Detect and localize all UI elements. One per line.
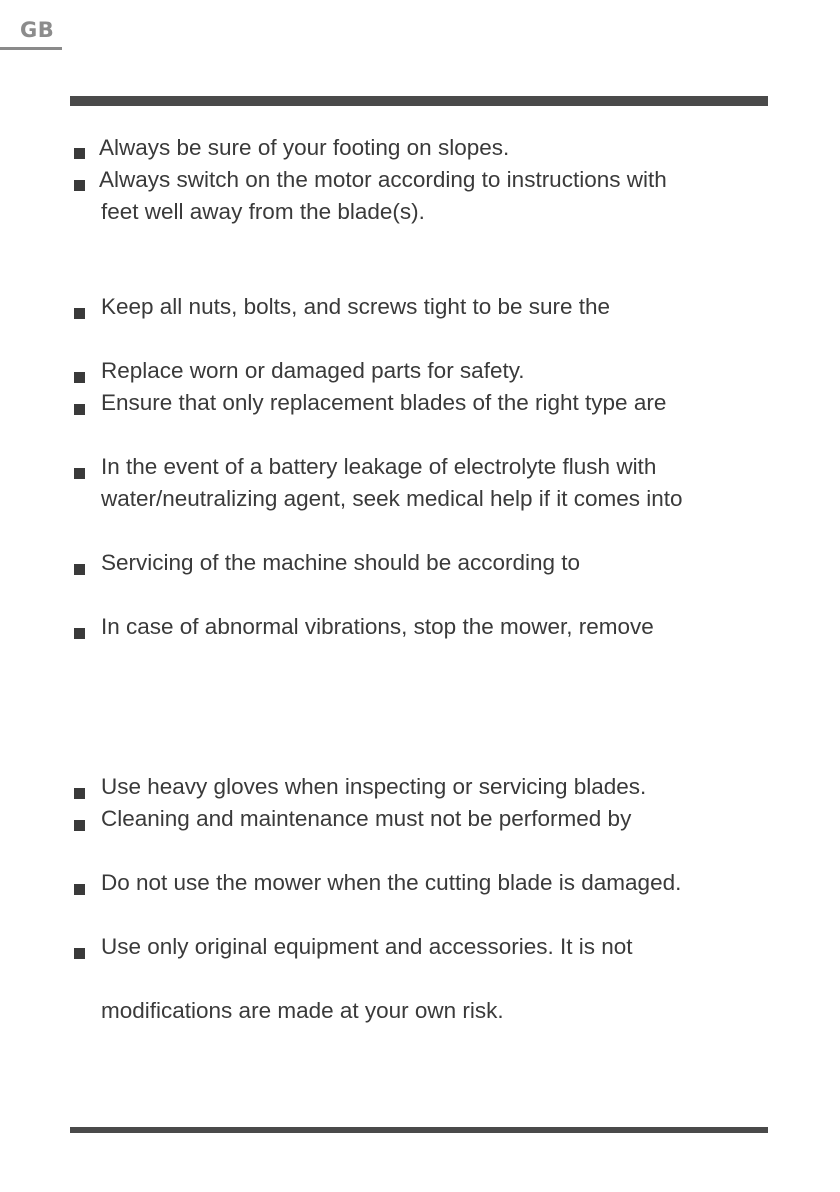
bullet-icon [74,468,85,479]
bullet-icon [74,148,85,159]
bullet-icon [74,308,85,319]
safety-item-text: Always switch on the motor according to instructions with [99,167,667,192]
bullet-icon [74,820,85,831]
safety-item-continuation: feet well away from the blade(s). [101,199,425,224]
bullet-icon [74,180,85,191]
safety-item-text: Cleaning and maintenance must not be performed by [101,806,632,831]
bullet-icon [74,564,85,575]
safety-item-text: Ensure that only replacement blades of the right type are [101,390,667,415]
language-label: GB [20,18,55,42]
safety-item-text: Servicing of the machine should be according to [101,550,581,575]
bullet-icon [74,372,85,383]
safety-item-text: Replace worn or damaged parts for safety. [101,358,525,383]
safety-item-continuation: water/neutralizing agent, seek medical help if it comes into [101,486,683,511]
safety-item-continuation: modifications are made at your own risk. [101,998,504,1023]
bullet-icon [74,948,85,959]
bullet-icon [74,404,85,415]
bullet-icon [74,884,85,895]
safety-item-text: In case of abnormal vibrations, stop the mower, remove [101,614,654,639]
safety-item-text: Do not use the mower when the cutting blade is damaged. [101,870,682,895]
safety-item-text: Use only original equipment and accessories. It is not [101,934,633,959]
safety-item-text: In the event of a battery leakage of electrolyte flush with [101,454,657,479]
bullet-icon [74,788,85,799]
top-rule [70,96,768,106]
safety-item-text: Always be sure of your footing on slopes. [99,135,510,160]
safety-item-text: Use heavy gloves when inspecting or servicing blades. [101,774,647,799]
safety-item-text: Keep all nuts, bolts, and screws tight to be sure the [101,294,611,319]
bottom-rule [70,1127,768,1133]
bullet-icon [74,628,85,639]
